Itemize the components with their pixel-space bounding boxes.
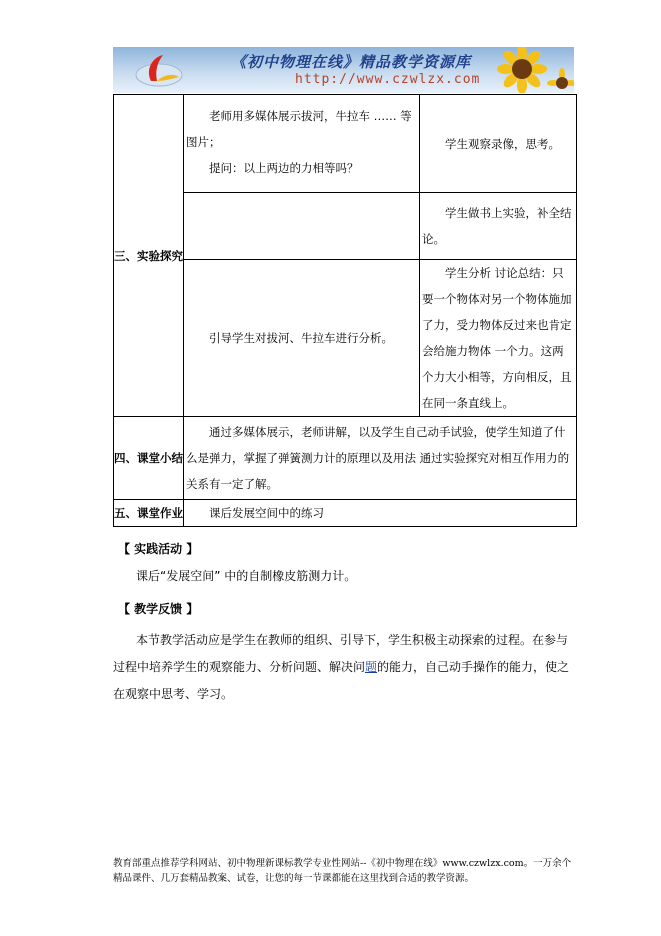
section3-label: 三、实验探究 (114, 248, 183, 263)
teacher-activity-text: 引导学生对拔河、牛拉车进行分析。 (209, 331, 393, 345)
section3-student-cell-1 (420, 95, 577, 193)
section4-content-cell (184, 417, 577, 500)
feedback-paragraph (113, 627, 576, 708)
section3-teacher-cell-3 (184, 260, 420, 417)
section4-text: 通过多媒体展示，老师讲解，以及学生自己动手试验，使学生知道了什么是弹力，掌握了弹簧测力计的原理以及用法 通过实验探究对相互作用力的关系有一定了解。 (186, 425, 570, 491)
feedback-text-end: 的能力，自己动手操作的能力，使之在观察中思考、学习。 (113, 660, 570, 701)
feedback-heading: 【 教学反馈 】 (118, 602, 199, 616)
section5-label: 五、课堂作业 (114, 506, 183, 520)
section4-label-cell (114, 417, 184, 500)
feedback-link[interactable]: 题 (365, 660, 378, 674)
section5-text: 课后发展空间中的练习 (209, 506, 324, 520)
banner-title: 《初中物理在线》精品教学资源库 (231, 53, 472, 71)
student-activity-text: 学生分析 讨论总结：只要一个物体对另一个物体施加了力，受力物体反过来也肯定会给施力物体 一个力。这两个力大小相等，方向相反，且在同一条直线上。 (422, 266, 572, 410)
page-footer: 教育部重点推荐学科网站、初中物理新课标教学专业性网站--《初中物理在线》www.czwlzx.com。一万余个精品课件、几万套精品教案、试卷，让您的每一节课都能在这里找到合适的教学资源。 (113, 858, 572, 884)
student-activity-text: 学生做书上实验，补全结论。 (422, 206, 572, 246)
feedback-text-start: 本节教学活动应是学生在教师的组织、引导下，学生积极主动探索的过程。在参与过程中培养学生的观察能力、分析问题、解决问 (113, 633, 569, 674)
section3-label-cell (114, 95, 184, 417)
sunflower-icon (474, 47, 574, 93)
section5-label-cell (114, 500, 184, 527)
section3-teacher-cell-1 (184, 95, 420, 193)
header-banner (113, 47, 574, 93)
teacher-activity-line: 老师用多媒体展示拔河，牛拉车 …… 等图片； (186, 109, 412, 149)
practice-text: 课后“发展空间” 中的自制橡皮筋测力计。 (136, 569, 357, 583)
lesson-table (113, 94, 577, 527)
student-activity-text: 学生观察录像，思考。 (445, 136, 560, 151)
banner-url: http://www.czwlzx.com (295, 72, 481, 87)
site-logo-icon (133, 51, 185, 89)
section3-student-cell-2 (420, 193, 577, 260)
section3-student-cell-3 (420, 260, 577, 417)
section4-label: 四、课堂小结 (114, 451, 183, 465)
teacher-question-line: 提问：以上两边的力相等吗？ (209, 161, 359, 175)
section3-teacher-cell-2 (184, 193, 420, 260)
practice-heading: 【 实践活动 】 (118, 542, 199, 556)
section5-content-cell (184, 500, 577, 527)
